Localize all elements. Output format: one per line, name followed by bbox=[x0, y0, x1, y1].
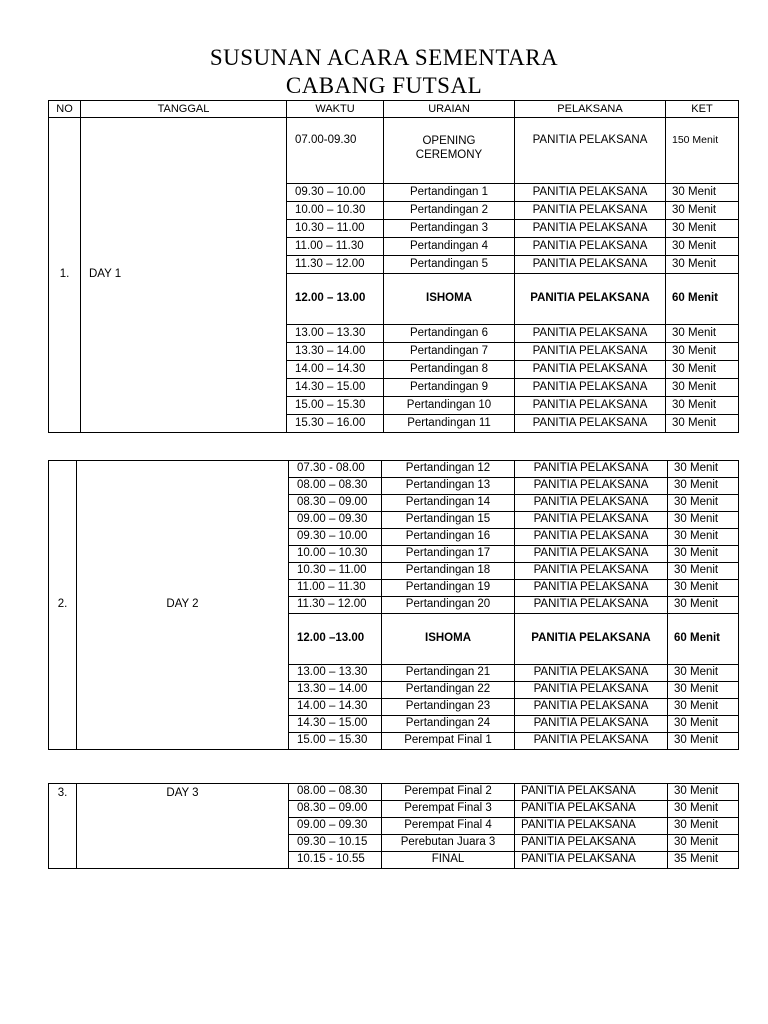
cell-waktu: 08.30 – 09.00 bbox=[289, 495, 382, 512]
cell-uraian: Pertandingan 10 bbox=[384, 397, 515, 415]
cell-uraian: Pertandingan 12 bbox=[382, 461, 515, 478]
cell-uraian: Pertandingan 5 bbox=[384, 256, 515, 274]
cell-uraian: Perempat Final 3 bbox=[382, 801, 515, 818]
cell-pelaksana: PANITIA PELAKSANA bbox=[515, 361, 666, 379]
cell-ket: 30 Menit bbox=[666, 361, 739, 379]
cell-ket: 30 Menit bbox=[668, 512, 739, 529]
cell-waktu: 11.00 – 11.30 bbox=[287, 238, 384, 256]
cell-pelaksana: PANITIA PELAKSANA bbox=[515, 784, 668, 801]
cell-waktu: 11.30 – 12.00 bbox=[287, 256, 384, 274]
cell-waktu: 15.00 – 15.30 bbox=[287, 397, 384, 415]
cell-uraian: Pertandingan 24 bbox=[382, 716, 515, 733]
cell-ket: 150 Menit bbox=[666, 118, 739, 184]
cell-waktu: 15.00 – 15.30 bbox=[289, 733, 382, 750]
cell-ket: 35 Menit bbox=[668, 852, 739, 869]
header-waktu: WAKTU bbox=[287, 101, 384, 118]
cell-waktu: 10.15 - 10.55 bbox=[289, 852, 382, 869]
cell-ket: 30 Menit bbox=[668, 563, 739, 580]
cell-pelaksana: PANITIA PELAKSANA bbox=[515, 461, 668, 478]
cell-uraian: Pertandingan 19 bbox=[382, 580, 515, 597]
cell-uraian: Pertandingan 21 bbox=[382, 665, 515, 682]
cell-uraian: Pertandingan 20 bbox=[382, 597, 515, 614]
cell-ket: 30 Menit bbox=[668, 801, 739, 818]
cell-pelaksana: PANITIA PELAKSANA bbox=[515, 379, 666, 397]
cell-pelaksana: PANITIA PELAKSANA bbox=[515, 546, 668, 563]
cell-pelaksana: PANITIA PELAKSANA bbox=[515, 716, 668, 733]
cell-ket: 30 Menit bbox=[666, 184, 739, 202]
day-no: 2. bbox=[49, 461, 77, 750]
cell-pelaksana: PANITIA PELAKSANA bbox=[515, 478, 668, 495]
cell-ket: 60 Menit bbox=[666, 274, 739, 325]
cell-waktu: 09.30 – 10.00 bbox=[289, 529, 382, 546]
cell-uraian: Pertandingan 15 bbox=[382, 512, 515, 529]
cell-ket: 30 Menit bbox=[668, 461, 739, 478]
cell-uraian: Pertandingan 13 bbox=[382, 478, 515, 495]
cell-pelaksana: PANITIA PELAKSANA bbox=[515, 202, 666, 220]
day-no: 3. bbox=[49, 784, 77, 869]
cell-pelaksana: PANITIA PELAKSANA bbox=[515, 184, 666, 202]
cell-pelaksana: PANITIA PELAKSANA bbox=[515, 614, 668, 665]
cell-ket: 30 Menit bbox=[668, 580, 739, 597]
cell-uraian: Pertandingan 4 bbox=[384, 238, 515, 256]
cell-waktu: 13.30 – 14.00 bbox=[289, 682, 382, 699]
cell-pelaksana: PANITIA PELAKSANA bbox=[515, 529, 668, 546]
cell-uraian: Pertandingan 22 bbox=[382, 682, 515, 699]
cell-waktu: 08.00 – 08.30 bbox=[289, 478, 382, 495]
cell-ket: 30 Menit bbox=[666, 202, 739, 220]
cell-pelaksana: PANITIA PELAKSANA bbox=[515, 256, 666, 274]
day-tanggal: DAY 3 bbox=[77, 784, 289, 869]
cell-pelaksana: PANITIA PELAKSANA bbox=[515, 852, 668, 869]
header-tanggal: TANGGAL bbox=[81, 101, 287, 118]
table-header-row bbox=[49, 101, 739, 118]
cell-pelaksana: PANITIA PELAKSANA bbox=[515, 682, 668, 699]
cell-waktu: 09.00 – 09.30 bbox=[289, 512, 382, 529]
cell-ket: 30 Menit bbox=[668, 835, 739, 852]
header-pelaksana: PELAKSANA bbox=[515, 101, 666, 118]
cell-uraian: Pertandingan 3 bbox=[384, 220, 515, 238]
table-row bbox=[49, 784, 739, 801]
title-line-1: SUSUNAN ACARA SEMENTARA bbox=[209, 45, 559, 70]
cell-ket: 30 Menit bbox=[666, 325, 739, 343]
cell-pelaksana: PANITIA PELAKSANA bbox=[515, 699, 668, 716]
cell-uraian: Pertandingan 17 bbox=[382, 546, 515, 563]
cell-uraian: FINAL bbox=[382, 852, 515, 869]
day-tanggal: DAY 2 bbox=[77, 461, 289, 750]
cell-waktu: 12.00 – 13.00 bbox=[287, 274, 384, 325]
cell-waktu: 09.30 – 10.15 bbox=[289, 835, 382, 852]
cell-pelaksana: PANITIA PELAKSANA bbox=[515, 665, 668, 682]
cell-pelaksana: PANITIA PELAKSANA bbox=[515, 238, 666, 256]
cell-pelaksana: PANITIA PELAKSANA bbox=[515, 220, 666, 238]
cell-ket: 30 Menit bbox=[668, 546, 739, 563]
cell-ket: 30 Menit bbox=[666, 397, 739, 415]
title-line-2: CABANG FUTSAL bbox=[285, 73, 483, 98]
cell-pelaksana: PANITIA PELAKSANA bbox=[515, 597, 668, 614]
cell-ket: 60 Menit bbox=[668, 614, 739, 665]
cell-pelaksana: PANITIA PELAKSANA bbox=[515, 818, 668, 835]
table-row bbox=[49, 118, 739, 184]
cell-uraian: Pertandingan 23 bbox=[382, 699, 515, 716]
cell-waktu: 13.00 – 13.30 bbox=[287, 325, 384, 343]
cell-waktu: 12.00 –13.00 bbox=[289, 614, 382, 665]
cell-uraian: ISHOMA bbox=[382, 614, 515, 665]
cell-ket: 30 Menit bbox=[666, 415, 739, 433]
cell-waktu: 07.00-09.30 bbox=[287, 118, 384, 184]
cell-pelaksana: PANITIA PELAKSANA bbox=[515, 495, 668, 512]
header-uraian: URAIAN bbox=[384, 101, 515, 118]
cell-uraian: Pertandingan 7 bbox=[384, 343, 515, 361]
cell-waktu: 11.30 – 12.00 bbox=[289, 597, 382, 614]
cell-pelaksana: PANITIA PELAKSANA bbox=[515, 118, 666, 184]
cell-pelaksana: PANITIA PELAKSANA bbox=[515, 733, 668, 750]
cell-uraian: Perebutan Juara 3 bbox=[382, 835, 515, 852]
cell-ket: 30 Menit bbox=[668, 818, 739, 835]
cell-uraian: Perempat Final 4 bbox=[382, 818, 515, 835]
cell-uraian: Perempat Final 1 bbox=[382, 733, 515, 750]
cell-pelaksana: PANITIA PELAKSANA bbox=[515, 563, 668, 580]
cell-waktu: 15.30 – 16.00 bbox=[287, 415, 384, 433]
cell-ket: 30 Menit bbox=[666, 256, 739, 274]
cell-ket: 30 Menit bbox=[668, 784, 739, 801]
cell-waktu: 14.30 – 15.00 bbox=[289, 716, 382, 733]
cell-ket: 30 Menit bbox=[666, 238, 739, 256]
cell-pelaksana: PANITIA PELAKSANA bbox=[515, 325, 666, 343]
cell-waktu: 14.00 – 14.30 bbox=[289, 699, 382, 716]
cell-ket: 30 Menit bbox=[668, 716, 739, 733]
cell-waktu: 13.30 – 14.00 bbox=[287, 343, 384, 361]
cell-waktu: 11.00 – 11.30 bbox=[289, 580, 382, 597]
cell-waktu: 09.30 – 10.00 bbox=[287, 184, 384, 202]
cell-pelaksana: PANITIA PELAKSANA bbox=[515, 343, 666, 361]
day-no: 1. bbox=[49, 118, 81, 433]
table-row bbox=[49, 461, 739, 478]
cell-waktu: 09.00 – 09.30 bbox=[289, 818, 382, 835]
cell-pelaksana: PANITIA PELAKSANA bbox=[515, 397, 666, 415]
day-tanggal: DAY 1 bbox=[81, 118, 287, 433]
cell-ket: 30 Menit bbox=[668, 699, 739, 716]
cell-pelaksana: PANITIA PELAKSANA bbox=[515, 835, 668, 852]
cell-uraian: ISHOMA bbox=[384, 274, 515, 325]
cell-waktu: 08.00 – 08.30 bbox=[289, 784, 382, 801]
cell-uraian: Pertandingan 1 bbox=[384, 184, 515, 202]
cell-uraian: Pertandingan 16 bbox=[382, 529, 515, 546]
cell-pelaksana: PANITIA PELAKSANA bbox=[515, 415, 666, 433]
schedule-table-day-2 bbox=[48, 460, 739, 750]
cell-waktu: 13.00 – 13.30 bbox=[289, 665, 382, 682]
cell-pelaksana: PANITIA PELAKSANA bbox=[515, 512, 668, 529]
cell-pelaksana: PANITIA PELAKSANA bbox=[515, 580, 668, 597]
cell-uraian: OPENING CEREMONY bbox=[384, 118, 515, 184]
cell-ket: 30 Menit bbox=[668, 529, 739, 546]
cell-uraian: Pertandingan 14 bbox=[382, 495, 515, 512]
cell-pelaksana: PANITIA PELAKSANA bbox=[515, 801, 668, 818]
header-ket: KET bbox=[666, 101, 739, 118]
cell-waktu: 08.30 – 09.00 bbox=[289, 801, 382, 818]
cell-uraian: Pertandingan 6 bbox=[384, 325, 515, 343]
cell-waktu: 10.00 – 10.30 bbox=[287, 202, 384, 220]
cell-ket: 30 Menit bbox=[668, 682, 739, 699]
cell-ket: 30 Menit bbox=[668, 733, 739, 750]
cell-waktu: 10.00 – 10.30 bbox=[289, 546, 382, 563]
cell-pelaksana: PANITIA PELAKSANA bbox=[515, 274, 666, 325]
cell-ket: 30 Menit bbox=[668, 495, 739, 512]
cell-waktu: 07.30 - 08.00 bbox=[289, 461, 382, 478]
cell-ket: 30 Menit bbox=[668, 478, 739, 495]
cell-uraian: Pertandingan 2 bbox=[384, 202, 515, 220]
cell-ket: 30 Menit bbox=[666, 220, 739, 238]
cell-uraian: Perempat Final 2 bbox=[382, 784, 515, 801]
cell-uraian: Pertandingan 18 bbox=[382, 563, 515, 580]
cell-waktu: 10.30 – 11.00 bbox=[289, 563, 382, 580]
cell-ket: 30 Menit bbox=[666, 379, 739, 397]
cell-ket: 30 Menit bbox=[668, 665, 739, 682]
cell-ket: 30 Menit bbox=[666, 343, 739, 361]
cell-uraian: Pertandingan 9 bbox=[384, 379, 515, 397]
header-no: NO bbox=[49, 101, 81, 118]
schedule-table-day-1 bbox=[48, 100, 739, 433]
cell-waktu: 10.30 – 11.00 bbox=[287, 220, 384, 238]
cell-uraian: Pertandingan 8 bbox=[384, 361, 515, 379]
cell-waktu: 14.30 – 15.00 bbox=[287, 379, 384, 397]
cell-ket: 30 Menit bbox=[668, 597, 739, 614]
cell-waktu: 14.00 – 14.30 bbox=[287, 361, 384, 379]
cell-uraian: Pertandingan 11 bbox=[384, 415, 515, 433]
schedule-table-day-3 bbox=[48, 783, 739, 869]
